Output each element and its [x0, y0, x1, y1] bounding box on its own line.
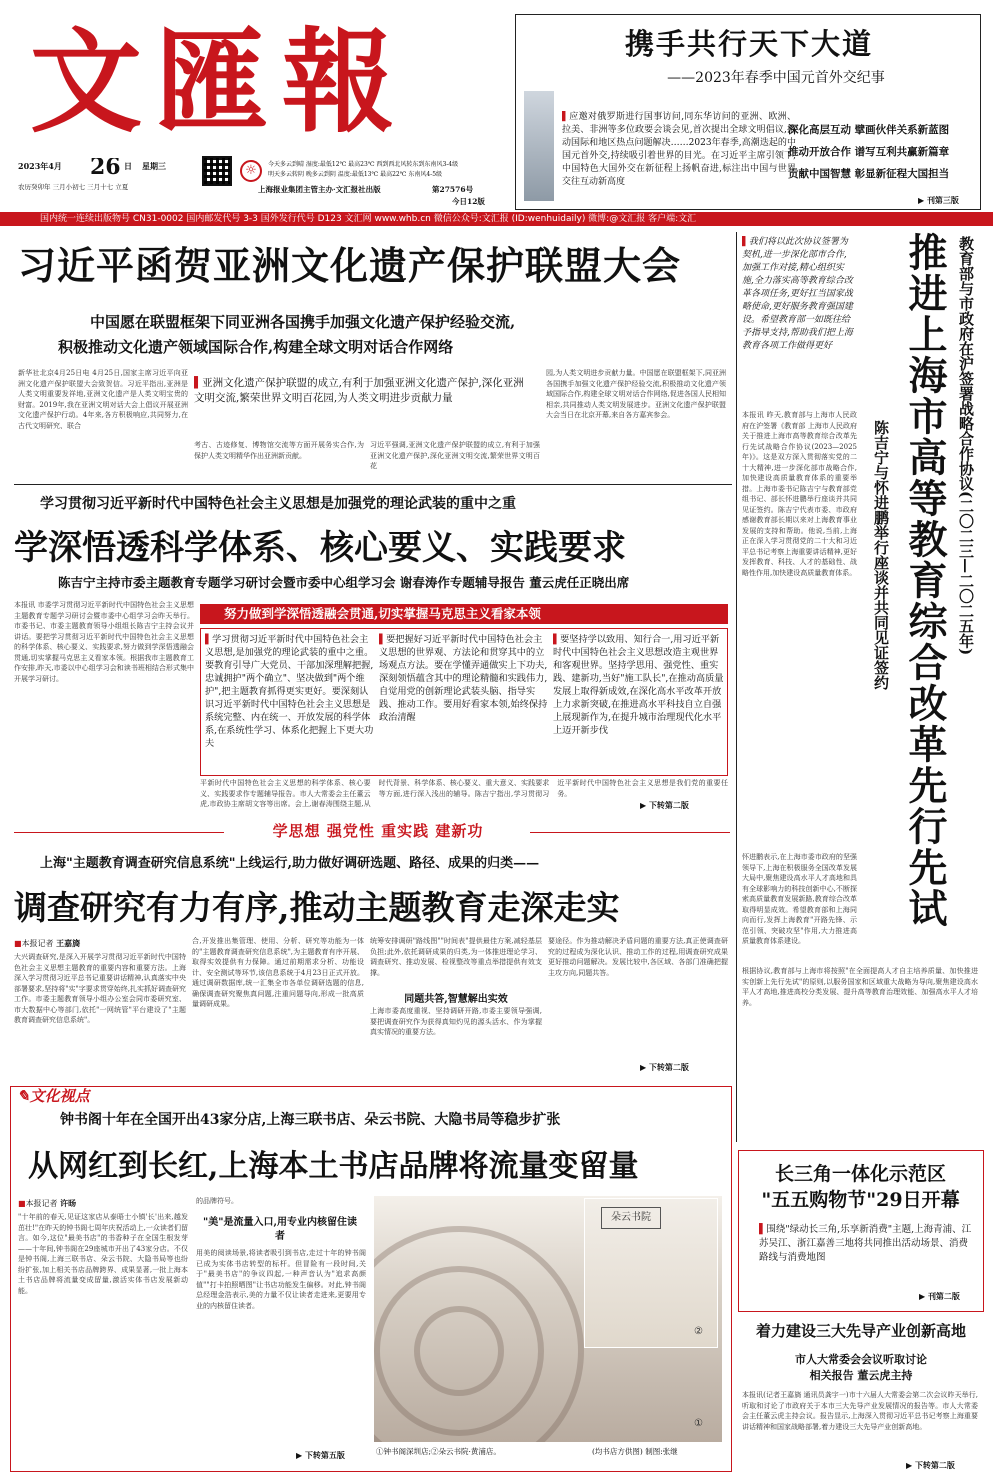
right-body-3: 根据协议,教育部与上海市将按照"在全面提高人才自主培养质量、加快推进实创新上先行先试"的原则,以服务国家和区域重大战略为导向,聚焦建设高水平人才高地,推进高校分类发展、提升高等教育治理效能、加强高水平人才培养。 — [742, 967, 978, 1007]
info-bar-text: 国内统一连续出版物号 CN31-0002 国内邮发代号 3-3 国外发行代号 D123 文汇网 www.whb.cn 微信公众号:文汇报 (ID:wenhuidaily) 微博:@文汇报 客户端:文汇 — [40, 214, 697, 224]
lead-headline: 习近平函贺亚洲文化遗产保护联盟大会 — [18, 243, 682, 288]
qr-code — [202, 156, 232, 186]
right-item3-deck-2: 相关报告 董云虎主持 — [809, 1369, 913, 1382]
right-box-2-title-1: 长三角一体化示范区 — [774, 1163, 946, 1185]
right-vertical-kicker: 教育部与市政府在沪签署战略合作协议(二〇二三—二〇二五年) — [957, 236, 975, 656]
section2-red-banner — [200, 604, 728, 624]
lunar-date: 农历癸卯年 三月小初七 三月十七 立夏 — [18, 183, 129, 191]
divider — [530, 832, 730, 833]
section4-headline: 从网红到长红,上海本土书店品牌将流量变留量 — [28, 1149, 639, 1184]
date-year-month: 2023年4月 — [18, 161, 62, 171]
section2-quote-2: ▌ 要把握好习近平新时代中国特色社会主义思想的世界观、方法论和贯穿其中的立场观点方法。要在学懂弄通做实上下功夫,深刻领悟蕴含其中的理论精髓和实践伟力,自觉用党的创新理论武装头脑、指导实践、推动工作。要用好看家本领,始终保持政治清醒 — [379, 633, 549, 724]
right-quote-box — [742, 236, 854, 404]
issue-number: 第27576号 — [432, 185, 474, 194]
date-block — [18, 158, 203, 198]
right-box-2-quote-box — [759, 1223, 973, 1283]
date-day: 26 — [90, 158, 121, 180]
section2-deck: 陈吉宁主持市委主题教育专题学习研讨会暨市委中心组学习会 谢春涛作专题辅导报告 董云虎任正晓出席 — [58, 575, 630, 590]
right-body-2: 怀进鹏表示,在上海市委市政府的坚强领导下,上海在积极服务全国改革发展大局中,聚焦建设高水平人才高地和具有全球影响力的科技创新中心,不断探索高质量教育发展新路,教育综合改革取得明显成效。希望教育部和上海同向而行,发挥上海教育"开路先锋、示范引领、突破攻坚"作用,大力推进高质量教育体系建设。 — [742, 853, 857, 945]
section3-kicker: 上海"主题教育调查研究信息系统"上线运行,助力做好调研选题、路径、成果的归类—— — [40, 856, 540, 871]
section2-col-1: 本报讯 市委学习贯彻习近平新时代中国特色社会主义思想主题教育专题学习研讨会暨市委中心组学习会昨天举行。市委书记、市委主题教育领导小组组长陈吉宁主持会议并讲话。要把学习贯彻习近平新时代中国特色社会主义思想的科学体系、核心要义、实践要求,努力做到学深悟透融会贯通,切实掌握马克思主义看家本领。根据我市主题教育工作安排,昨天,市委以中心组学习会和读书班相结合形式集中开展学习研讨。 — [14, 601, 194, 683]
divider — [14, 484, 732, 485]
section3-col-2: 合,开发推出集管理、使用、分析、研究等功能为一体的"主题教育调查研究信息系统",为主题教育有序开展、取得实效提供有力保障。通过前期需求分析、功能设计、安全测试等环节,该信息系统于4月23日正式开放。通过调研数据库,统一汇集全市各单位调研选题的信息,确保调查研究聚焦真问题,注重问题导向,形成一批高质量调研成果。 — [192, 937, 364, 1008]
lead-quote: ▌ 亚洲文化遗产保护联盟的成立,有利于加强亚洲文化遗产保护,深化亚洲文明交流,繁荣世界文明百花园,为人类文明进步贡献力量 — [194, 376, 528, 406]
section2-jump[interactable]: ▶ 下转第二版 — [640, 800, 689, 810]
section2-quote-grid — [200, 628, 728, 776]
section2-quote-3-box — [553, 633, 725, 773]
section4-jump[interactable]: ▶ 下转第五版 — [296, 1450, 345, 1460]
lead-deck-2: 积极推动文化遗产领域国际合作,构建全球文明对话合作网络 — [58, 338, 454, 356]
top-feature-subtitle: ——2023年春季中国元首外交纪事 — [667, 70, 885, 86]
section4-col-1: "十年前的春天,见证这家店从泰晤士小镇'长'出来,越发茁壮!"在昨天的钟书阁七周年庆祝活动上,一众读者们留言。如今,这位"最美书店"的书香种子在全国生根发芽——十年间,钟书阁在29座城市开出了43家分店。不仅是钟书阁,上海三联书店、朵云书院、大隐书局等也纷纷扩张,加上相关书店品牌跨界、成果显著,一批上海本土书店品牌将流量变成留量,激活实体书店发展新动能。 — [18, 1213, 188, 1295]
page-count: 今日12版 — [452, 197, 485, 206]
section2-quote-3: ▌ 要坚持学以致用、知行合一,用习近平新时代中国特色社会主义思想改造主观世界和客观世界。坚持学思用、强党性、重实践、建新功,当好"施工队长",在推动高质量发展上取得新成效,在深化高水平改革开放上力求新突破,在推进高水平科技自立自强上展现新作为,在提升城市治理现代化水平上迈开新步伐 — [553, 633, 725, 737]
section3-col-3-subhead: 同题共答,智慧解出实效 — [404, 994, 508, 1005]
top-feature-link-3[interactable]: 贡献中国智慧 彰显新征程大国担当 — [788, 168, 950, 180]
right-box-2-quote: ▌ 围绕"绿动长三角,乐享新消费"主题,上海青浦、江苏吴江、浙江嘉善三地将共同推出活动场景、消费路线与消费地图 — [759, 1223, 973, 1265]
section3-jump[interactable]: ▶ 下转第二版 — [640, 1062, 689, 1072]
section3-headline: 调查研究有力有序,推动主题教育走深走实 — [14, 888, 620, 927]
date-day-unit: 日 — [124, 161, 132, 171]
newspaper-logo: 文匯報 — [30, 18, 408, 148]
column-divider — [736, 232, 737, 1142]
section2-headline: 学深悟透科学体系、核心要义、实践要求 — [14, 528, 626, 568]
photo-caption: ①钟书阁深圳店;②朵云书院·黄浦店。 — [376, 1447, 501, 1456]
section2-quote-1: ▌ 学习贯彻习近平新时代中国特色社会主义思想,是加强党的理论武装的重中之重。要教育引导广大党员、干部加深理解把握,忠诚拥护"两个确立"、坚决做到"两个维护",把主题教育抓得更实更好。要深刻认识习近平新时代中国特色社会主义思想是系统完整、内在统一、开放发展的科学体系,在系统性学习、体系化把握上下更大功夫 — [205, 633, 375, 750]
photo-marker-2: ① — [694, 1418, 703, 1429]
section4-tag: ✎文化视点 — [17, 1087, 90, 1105]
section4-col-2-subhead: "美"是流量入口,用专业内核留住读者 — [203, 1217, 357, 1242]
lead-col-3-bottom: 习近平强调,亚洲文化遗产保护联盟的成立,有利于加强亚洲文化遗产保护,深化亚洲文明交流,繁荣世界文明百花 — [370, 441, 540, 470]
right-vertical-headline: 推进上海市高等教育综合改革先行先试 — [902, 232, 948, 929]
section4-col-2: 用美的阅读场景,将读者吸引到书店,走过十年的钟书阁已成为实体书店转型的标杆。但冒险有一段时间,关于"最美书店"的争议四起,一种声音认为"追求高颜值""打卡拍照晒图"让书店功能发生偏移。对此,钟书阁总经理金浩表示,美的力量不仅让读者走进来,更要用专业的内核留住读者。 — [196, 1249, 366, 1310]
right-body-1: 本报讯 昨天,教育部与上海市人民政府在沪签署《教育部 上海市人民政府关于推进上海市高等教育综合改革先行先试战略合作协议(2023—2025年)》。这是双方深入贯彻落实党的二十大精神,进一步深化部市战略合作,加快建设高质量教育体系的重要举措。上海市委书记陈吉宁与教育部党组书记、部长怀进鹏举行座谈并共同见证签约。陈吉宁代表市委、市政府感谢教育部长期以来对上海教育事业发展的支持和帮助。他说,当前,上海正在深入学习贯彻党的二十大和习近平总书记考察上海重要讲话精神,更好发挥教育、科技、人才的基础性、战略性作用,加快建设高质量教育体系。 — [742, 411, 857, 577]
right-box-2 — [738, 1150, 984, 1312]
top-feature-photo — [524, 91, 554, 201]
weather-icon: ☼ — [240, 160, 262, 182]
top-feature-body-text: 应邀对俄罗斯进行国事访问,同东华访问的亚洲、欧洲、拉美、非洲等多位政要会谈会见,首次提出全球文明倡议,推动国际和地区热点问题解决……2023年春季,高潮迭起的中国元首外交,持续吸引着世界的目光。在习近平主席引领下,中国特色大国外交在新征程上扬帆奋进,标注出中国与世界交往互动新高度 — [562, 112, 796, 187]
photo-bookshelf-ring — [414, 1306, 504, 1396]
section4-tag-icon: ✎ — [17, 1087, 30, 1105]
section3-col-3: 统筹安排调研"路线图""时间表"提供最佳方案,减轻基层负担;此外,依托调研成果的归类,为一体推进理论学习、调查研究、推动发展、检视整改等重点举措提供有效支撑。 — [370, 937, 542, 977]
right-item3-deck-1: 市人大常委会会议听取讨论 — [795, 1353, 927, 1366]
section4-byline: ■本报记者 许旸 — [18, 1198, 77, 1208]
top-feature-link-2[interactable]: 推动开放合作 谱写互利共赢新篇章 — [788, 146, 950, 158]
weather-tomorrow: 明天多云转阴 晚多云到阴 温度:最低13℃ 最高22℃ 东南风4-5级 — [268, 171, 443, 178]
section3-col-3-more: 上海市委高度重视、坚持调研开路,市委主要领导强调,要把调查研究作为获得真知灼见的源头活水、作为掌握真实情况的重要方法。 — [370, 1007, 542, 1036]
top-feature-title: 携手共行天下大道 — [624, 27, 873, 61]
top-feature-links — [788, 119, 978, 185]
bookstore-photo — [374, 1196, 722, 1442]
banner-slogan: 学思想 强党性 重实践 建新功 — [272, 822, 484, 840]
lead-col-1: 新华社北京4月25日电 4月25日,国家主席习近平向亚洲文化遗产保护联盟大会致贺信。习近平指出,亚洲是人类文明重要发祥地,亚洲文化遗产是人类文明宝贵的财富。2019年,我在亚洲文明对话大会上倡议开展亚洲文化遗产保护行动。4年来,各方积极响应,共同努力,在古代文明研究、联合 — [18, 369, 188, 430]
section2-quote-1-box — [205, 633, 375, 773]
section2-kicker: 学习贯彻习近平新时代中国特色社会主义思想是加强党的理论武装的重中之重 — [40, 496, 516, 512]
right-vertical-deck: 陈吉宁与怀进鹏举行座谈并共同见证签约 — [872, 420, 890, 690]
info-bar — [0, 212, 993, 226]
right-box-2-title-2: "五五购物节"29日开幕 — [761, 1189, 960, 1211]
section3-col-1: 大兴调查研究,是深入开展学习贯彻习近平新时代中国特色社会主义思想主题教育的重要内容和重要方法。上海深入学习贯彻习近平总书记重要讲话精神,认真落实中央部署要求,坚持将"实"字要求贯穿始终,扎实抓好调查研究工作。市委主题教育领导小组办公室会同市委研究室、市大数据中心等部门,依托"一网统管"平台建设了"主题教育调查研究信息系统"。 — [14, 953, 186, 1024]
section4-kicker: 钟书阁十年在全国开出43家分店,上海三联书店、朵云书院、大隐书局等稳步扩张 — [60, 1112, 561, 1128]
right-quote: ▌ 我们将以此次协议签署为契机,进一步深化部市合作,加强工作对接,精心组织实施,全力落实高等教育综合改革各项任务,更好扛当国家战略使命,更好服务教育强国建设。希望教育部一如既往给予指导支持,帮助我们把上海教育各项工作做得更好 — [742, 236, 854, 353]
photo-sign: 朵云书院 — [601, 1207, 661, 1229]
top-feature-body: ▌应邀对俄罗斯进行国事访问,同东华访问的亚洲、欧洲、拉美、非洲等多位政要会谈会见,首次提出全球文明倡议,推动国际和地区热点问题解决……2023年春季,高潮迭起的中国元首外交,持续吸引着世界的目光。在习近平主席引领下,中国特色大国外交在新征程上扬帆奋进,标注出中国与世界交往互动新高度 — [562, 112, 796, 187]
lead-col-2-bottom: 考古、古迹修复、博物馆交流等方面开展务实合作,为保护人类文明精华作出亚洲新贡献。 — [194, 441, 364, 460]
lead-col-4: 园,为人类文明进步贡献力量。中国愿在联盟框架下,同亚洲各国携手加强文化遗产保护经验交流,积极推动文化遗产领域国际合作,构建全球文明对话合作网络,促进各国人民相知相亲,共同推动人类文明发展进步。亚洲文化遗产保护联盟大会当日在北京开幕,来自各方嘉宾参会。 — [546, 369, 726, 419]
weather-today: 今天多云到晴 湿度:最低12℃ 最高23℃ 西到西北风转东到东南风3-4级 — [268, 161, 459, 168]
right-item3-jump[interactable]: ▶ 下转第二版 — [906, 1460, 955, 1470]
top-feature — [515, 14, 981, 210]
lead-quote-box — [194, 376, 528, 436]
section4-col-2-top: 的品牌符号。 — [196, 1197, 238, 1205]
right-box-2-jump[interactable]: ▶ 刊第二版 — [919, 1291, 960, 1301]
photo-marker-1: ② — [694, 1326, 703, 1337]
weekday: 星期三 — [142, 161, 166, 171]
publisher: 上海报业集团主管主办·文汇报社出版 — [258, 185, 381, 194]
right-item3-title: 着力建设三大先导产业创新高地 — [755, 1322, 966, 1340]
section2-bottom-text: 平新时代中国特色社会主义思想的科学体系、核心要义、实践要求作专题辅导报告。市人大常委会主任董云虎,市政协主席胡文容等出席。会上,谢春涛围绕主题,从时代背景、科学体系、核心要义、重大意义、实践要求等方面,进行深入浅出的辅导。陈吉宁指出,学习贯彻习近平新时代中国特色社会主义思想是我们党的重要任务。 — [200, 779, 728, 808]
right-item3-body: 本报讯(记者王嘉旖 通讯员龚宇一)市十六届人大常委会第二次会议昨天举行,听取和讨论了市政府关于本市三大先导产业发展情况的报告等。市人大常委会主任董云虎主持会议。报告显示,上海深入贯彻习近平总书记考察上海重要讲话精神和国家战略部署,着力建设三大先导产业创新高地。 — [742, 1391, 978, 1431]
section2-quote-2-box — [379, 633, 549, 773]
top-feature-link-1[interactable]: 深化高层互动 擘画伙伴关系新蓝图 — [788, 124, 950, 136]
divider — [14, 832, 224, 833]
top-feature-jump[interactable]: ▶ 刊第三版 — [918, 195, 959, 205]
lead-deck-1: 中国愿在联盟框架下同亚洲各国携手加强文化遗产保护经验交流, — [90, 313, 516, 331]
photo-credit: (均书店方供图) 制图:张继 — [592, 1447, 678, 1456]
section2-red-banner-text: 努力做到学深悟透融会贯通,切实掌握马克思主义看家本领 — [224, 606, 541, 621]
section3-byline: ■本报记者 王嘉旖 — [14, 938, 81, 948]
section3-col-4: 要途径。作为推动解决矛盾问题的重要方法,真正使调查研究的过程成为深化认识、推动工作的过程,用调查研究成果更好推动问题解决。发展比较中,各区域、各部门准确把握主攻方向,同题共答。 — [548, 937, 728, 977]
